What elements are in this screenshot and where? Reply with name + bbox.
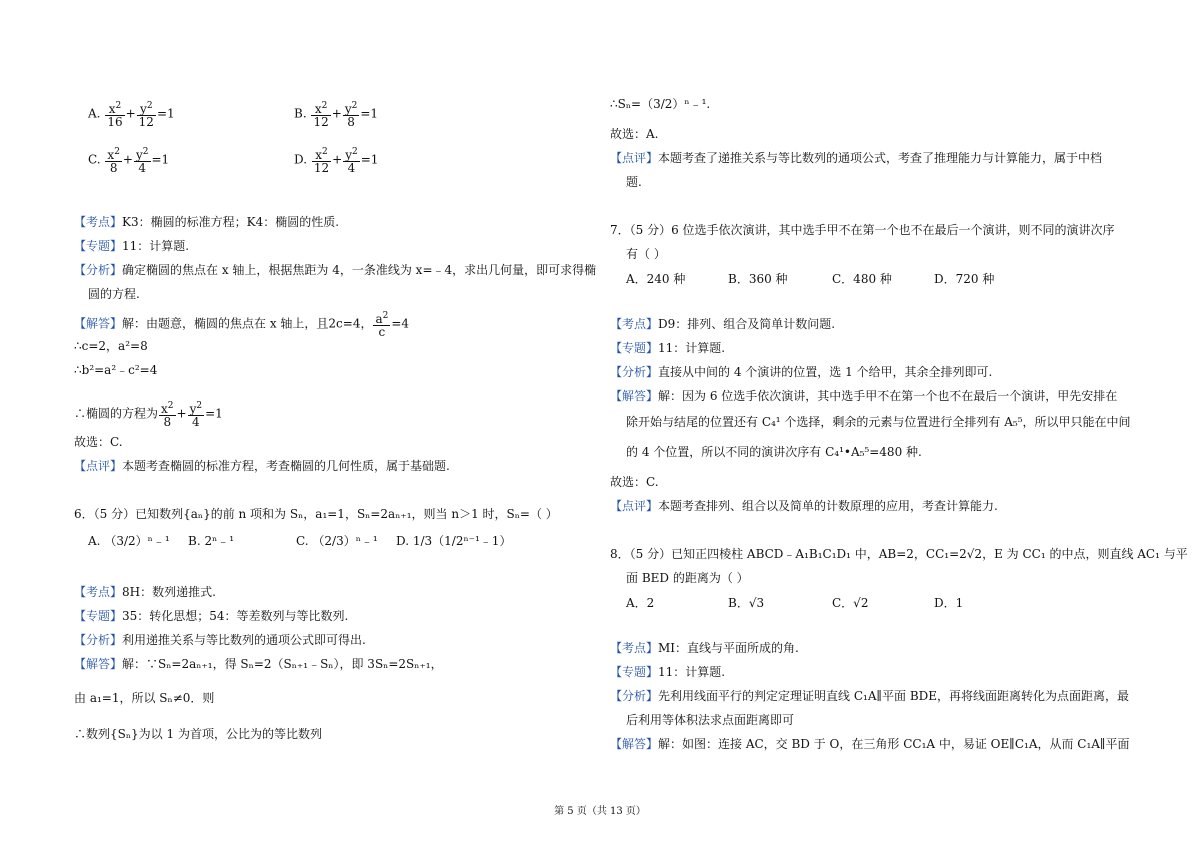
q8-kaodian <box>610 640 799 656</box>
q5-option-d: D. $\frac{x^2}{12}$ + $\frac{y^2}{4}$ =1 <box>294 147 379 175</box>
option-label: D. <box>294 152 308 167</box>
q7-option-a: A．240 种 <box>626 272 686 286</box>
text: 35：转化思想；54：等差数列与等比数列. <box>122 609 349 623</box>
tag: 【解答】 <box>74 657 123 671</box>
option-text: 2ⁿ﹣¹ <box>204 534 235 548</box>
tail: =1 <box>360 106 379 121</box>
text: 本题考查椭圆的标准方程，考查椭圆的几何性质，属于基础题. <box>122 459 450 473</box>
num: x <box>107 148 115 162</box>
q8-stem: 8．（5 分）已知正四棱柱 ABCD﹣A₁B₁C₁D₁ 中，AB=2，CC₁=2√2，E 为 CC₁ 的中点，则直线 AC₁ 与平 <box>610 547 1188 561</box>
sup: 2 <box>322 147 328 157</box>
tag: 【点评】 <box>610 499 659 513</box>
q5-line2: ∴c=2，a²=8 <box>74 339 148 353</box>
den: 12 <box>313 115 329 129</box>
tag: 【解答】 <box>610 389 659 403</box>
q5-option-c: C. $\frac{x^2}{8}$ + $\frac{y^2}{4}$ =1 <box>88 147 170 175</box>
option-label: C. <box>88 152 101 167</box>
num: x <box>161 402 168 416</box>
q6-option-a <box>88 532 170 549</box>
q8-option-a: A．2 <box>626 596 655 610</box>
tail: =1 <box>360 152 379 167</box>
sup: 2 <box>142 147 149 157</box>
frac <box>137 100 156 128</box>
q8-option-d: D．1 <box>934 596 964 610</box>
tail: =1 <box>156 106 175 121</box>
text: 利用递推关系与等比数列的通项公式即可得出. <box>122 633 366 647</box>
q7-option-b: B．360 种 <box>728 272 788 286</box>
q7-dianping <box>610 498 998 514</box>
q6-jieda-2: 由 a₁=1，所以 Sₙ≠0．则 <box>74 691 215 705</box>
sup: 2 <box>321 101 328 111</box>
den: 4 <box>138 161 147 175</box>
num: x <box>108 102 116 116</box>
q6-option-d <box>396 532 511 549</box>
q7-jieda <box>610 388 1117 404</box>
q7-jieda-2: 除开始与结尾的位置还有 C₄¹ 个选择，剩余的元素与位置进行全排列有 A₅⁵，所以甲只能在中间 <box>626 415 1131 429</box>
q7-option-c: C．480 种 <box>832 272 892 286</box>
q7-stem: 7．（5 分）6 位选手依次演讲，其中选手甲不在第一个也不在最后一个演讲，则不同的演讲次序 <box>610 223 1115 237</box>
tail: 的等比数列 <box>261 727 322 741</box>
text: 本题考查了递推关系与等比数列的通项公式，考查了推理能力与计算能力，属于中档 <box>658 151 1103 165</box>
q7-fenxi <box>610 364 992 380</box>
q6-jieda-3 <box>74 726 322 742</box>
option-label: C. <box>296 534 309 548</box>
sup: 2 <box>382 311 389 321</box>
text: 11：计算题. <box>658 665 726 679</box>
tag: 【考点】 <box>74 585 123 599</box>
sup: 2 <box>351 101 358 111</box>
q6-stem: 6．（5 分）已知数列{aₙ}的前 n 项和为 Sₙ，a₁=1，Sₙ=2aₙ₊₁，则当 n＞1 时，Sₙ=（ ） <box>74 507 558 521</box>
q5-answer: 故选：C. <box>74 435 123 449</box>
q7-jieda-3: 的 4 个位置，所以不同的演讲次序有 C₄¹•A₅⁵=480 种. <box>626 445 922 459</box>
text: MI：直线与平面所成的角. <box>658 641 799 655</box>
den: c <box>378 325 386 339</box>
q7-answer: 故选：C. <box>610 475 659 489</box>
tag: 【专题】 <box>610 341 659 355</box>
q5-option-b: B. $\frac{x^2}{12}$ + $\frac{y^2}{8}$ =1 <box>294 101 379 129</box>
den: 4 <box>347 161 356 175</box>
den: 12 <box>313 161 330 175</box>
q6-option-b <box>188 532 234 549</box>
num: x <box>314 102 322 116</box>
tag: 【考点】 <box>74 215 123 229</box>
q5-fenxi-cont: 圆的方程. <box>88 287 140 301</box>
den: 12 <box>138 115 154 129</box>
text: 11：计算题. <box>658 341 726 355</box>
frac <box>311 100 330 128</box>
text: 11：计算题. <box>122 239 190 253</box>
option-text: （2/3）ⁿ﹣¹ <box>312 534 378 548</box>
frac <box>188 400 205 428</box>
q5-jieda <box>74 310 409 338</box>
text: 确定椭圆的焦点在 x 轴上，根据焦距为 4，一条准线为 x=﹣4，求出几何量，即可求得椭 <box>122 263 597 277</box>
q8-option-c: C．√2 <box>832 596 869 610</box>
frac <box>312 146 331 174</box>
num: a <box>375 312 383 326</box>
tag: 【解答】 <box>74 316 123 331</box>
page-footer: 第 5 页（共 13 页） <box>554 806 646 817</box>
sup: 2 <box>114 147 120 157</box>
text: 解：因为 6 位选手依次演讲，其中选手甲不在第一个也不在最后一个演讲，甲先安排在 <box>658 389 1118 403</box>
q6-jieda <box>74 656 443 672</box>
sup: 2 <box>351 147 358 157</box>
tag: 【分析】 <box>74 633 123 647</box>
frac <box>343 146 360 174</box>
frac <box>343 100 360 128</box>
tail: =4 <box>391 316 410 331</box>
sup: 2 <box>146 101 153 111</box>
q6-kaodian <box>74 584 216 600</box>
num: x <box>315 148 322 162</box>
option-label: A. <box>88 534 101 548</box>
tag: 【专题】 <box>74 239 123 253</box>
q7-option-d: D．720 种 <box>934 272 995 286</box>
option-label: B. <box>188 534 201 548</box>
q6-dianping <box>610 150 1102 166</box>
den: 8 <box>347 115 355 129</box>
num: y <box>345 148 352 162</box>
q7-stem-cont: 有（ ） <box>626 247 666 261</box>
num: y <box>135 148 143 162</box>
den: 8 <box>109 161 118 175</box>
text: ∴数列{Sₙ}为以 1 为首项，公比为 <box>74 727 262 741</box>
q5-kaodian <box>74 214 339 230</box>
frac <box>105 100 124 128</box>
den: 4 <box>192 415 200 429</box>
q6-dianping-cont: 题. <box>626 175 642 189</box>
q6-result: ∴Sₙ=（3/2）ⁿ﹣¹. <box>610 97 711 111</box>
sup: 2 <box>167 401 174 411</box>
frac <box>159 400 176 428</box>
q7-zhuanti <box>610 340 725 356</box>
q8-option-b: B．√3 <box>728 596 765 610</box>
q6-answer: 故选：A. <box>610 127 659 141</box>
text: 解：由题意，椭圆的焦点在 x 轴上，且2c=4， <box>122 316 373 331</box>
tag: 【专题】 <box>74 609 123 623</box>
option-label: D. <box>396 534 410 548</box>
num: y <box>189 402 197 416</box>
q5-dianping <box>74 458 450 474</box>
sup: 2 <box>196 401 203 411</box>
option-label: B. <box>294 106 307 121</box>
text: D9：排列、组合及简单计数问题. <box>658 317 836 331</box>
frac <box>134 146 151 174</box>
text: 直接从中间的 4 个演讲的位置，选 1 个给甲，其余全排列即可. <box>658 365 993 379</box>
num: y <box>344 102 352 116</box>
q6-fenxi <box>74 632 366 648</box>
tag: 【点评】 <box>74 459 123 473</box>
tag: 【考点】 <box>610 317 659 331</box>
frac <box>373 310 390 338</box>
sup: 2 <box>115 101 122 111</box>
q8-zhuanti <box>610 664 725 680</box>
q5-zhuanti <box>74 238 189 254</box>
den: 8 <box>163 415 172 429</box>
text: 8H：数列递推式. <box>122 585 216 599</box>
den: 16 <box>107 115 123 129</box>
text: K3：椭圆的标准方程；K4：椭圆的性质. <box>122 215 340 229</box>
tag: 【分析】 <box>74 263 123 277</box>
tag: 【考点】 <box>610 641 659 655</box>
text: ∴椭圆的方程为 <box>74 406 159 421</box>
q5-fenxi <box>74 262 596 278</box>
tag: 【分析】 <box>610 689 659 703</box>
q5-line3: ∴b²=a²﹣c²=4 <box>74 363 158 377</box>
q7-kaodian <box>610 316 835 332</box>
tail: =1 <box>205 406 223 421</box>
text: 解：如图：连接 AC，交 BD 于 O，在三角形 CC₁A 中，易证 OE∥C₁A，从而 C₁A∥平面 <box>658 737 1130 751</box>
frac <box>105 146 122 174</box>
text: 解：∵Sₙ=2aₙ₊₁，得 Sₙ=2（Sₙ₊₁﹣Sₙ），即 3Sₙ=2Sₙ₊₁， <box>122 657 443 671</box>
num: y <box>140 102 147 116</box>
q8-stem-cont: 面 BED 的距离为（ ） <box>626 571 749 585</box>
q5-line4: ∴椭圆的方程为 $\frac{x^2}{8}$ + $\frac{y^2}{4}$ =1 <box>74 401 223 429</box>
q5-option-a: A. $\frac{x^2}{16}$ + $\frac{y^2}{12}$ =1 <box>88 101 175 129</box>
q6-zhuanti <box>74 608 348 624</box>
option-text: 1/3（1/2ⁿ⁻¹﹣1） <box>412 534 512 548</box>
tail: =1 <box>151 152 170 167</box>
q8-jieda <box>610 736 1130 752</box>
q8-fenxi <box>610 688 1129 704</box>
tag: 【分析】 <box>610 365 659 379</box>
option-label: A. <box>88 106 101 121</box>
q8-fenxi-cont: 后利用等体积法求点面距离即可 <box>626 713 795 727</box>
text: 本题考查排列、组合以及简单的计数原理的应用，考查计算能力. <box>658 499 998 513</box>
option-text: （3/2）ⁿ﹣¹ <box>104 534 170 548</box>
tag: 【专题】 <box>610 665 659 679</box>
tag: 【解答】 <box>610 737 659 751</box>
tag: 【点评】 <box>610 151 659 165</box>
text: 先利用线面平行的判定定理证明直线 C₁A∥平面 BDE，再将线面距离转化为点面距离，最 <box>658 689 1130 703</box>
q6-option-c <box>296 532 378 549</box>
